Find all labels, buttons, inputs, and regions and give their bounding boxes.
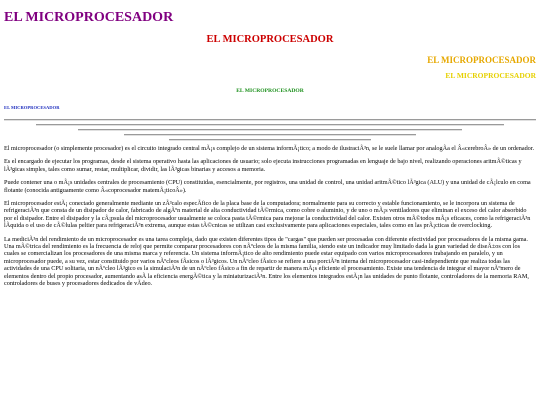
horizontal-rule: [78, 129, 461, 131]
heading-level-1: EL MICROPROCESADOR: [4, 10, 174, 25]
paragraph: Es el encargado de ejecutar los programas, desde el sistema operativo hasta las aplicaciones de usuario; solo ejecuta instrucciones programadas en lenguaje de bajo nivel, realizando operaciones aritmÃ©ticas y lÃ³gicas simples, tales como sumar, restar, multiplicar, dividir, las lÃ³gicas binarias y accesos a memoria.: [4, 158, 522, 173]
horizontal-rule: [4, 119, 536, 121]
body-text: [4, 145, 536, 288]
paragraph: El microprocesador estÃ¡ conectado generalmente mediante un zÃ³calo especÃfico de la placa base de la computadora; normalmente para su correcto y estable funcionamiento, se le incorpora un sistema de refrigeraciÃ³n que consta de un disipador de calor, fabricado de algÃºn material de alta conductividad tÃ©rmica, como cobre o aluminio, y de uno o mÃ¡s ventiladores que eliminan el exceso del calor absorbido por el disipador. Entre el disipador y la cÃ¡psula del microprocesador usualmente se coloca pasta tÃ©rmica para mejorar la conductividad del calor. Existen otros mÃ©todos mÃ¡s eficaces, como la refrigeraciÃ³n lÃquida o el uso de cÃ©lulas peltier para refrigeraciÃ³n extrema, aunque estas tÃ©cnicas se utilizan casi exclusivamente para aplicaciones especiales, tales como en las prÃ¡cticas de overclocking.: [4, 200, 531, 230]
heading-level-3: EL MICROPROCESADOR: [427, 55, 536, 65]
heading-level-5: EL MICROPROCESADOR: [236, 88, 304, 94]
paragraph: El microprocesador (o simplemente procesador) es el circuito integrado central mÃ¡s complejo de un sistema informÃ¡tico; a modo de ilustraciÃ³n, se le suele llamar por analogÃa el Â«cerebroÂ» de un ordenador.: [4, 145, 535, 152]
heading-level-4: EL MICROPROCESADOR: [445, 71, 536, 80]
heading-level-6: EL MICROPROCESADOR: [4, 105, 60, 110]
heading-level-2: EL MICROPROCESADOR: [206, 34, 334, 45]
paragraph: Puede contener una o mÃ¡s unidades centrales de procesamiento (CPU) constituidas, esencialmente, por registros, una unidad de control, una unidad aritmÃ©tico lÃ³gica (ALU) y una unidad de cÃ¡lculo en coma flotante (conocida antiguamente como Â«coprocesador matemÃ¡ticoÂ»).: [4, 179, 531, 194]
horizontal-rule: [169, 139, 371, 141]
paragraph: La mediciÃ³n del rendimiento de un microprocesador es una tarea compleja, dado que existen diferentes tipos de "cargas" que pueden ser procesadas con diferente efectividad por procesadores de la misma gama. Una mÃ©trica del rendimiento es la frecuencia de reloj que permite comparar procesadores con nÃºcleos de la misma familia, siendo este un indicador muy limitado dada la gran variedad de diseÃ±os con los cuales se comercializan los procesadores de una misma marca y referencia. Un sistema informÃ¡tico de alto rendimiento puede estar equipado con varios microprocesadores trabajando en paralelo, y un microprocesador puede, a su vez, estar constituido por varios nÃºcleos fÃsicos o lÃ³gicos. Un nÃºcleo fÃsico se refiere a una porciÃ³n interna del microprocesador casi-independiente que realiza todas las actividades de una CPU solitaria, un nÃºcleo lÃ³gico es la simulaciÃ³n de un nÃºcleo fÃsico a fin de repartir de manera mÃ¡s eficiente el procesamiento. Existe una tendencia de integrar el mayor nÃºmero de elementos dentro del propio procesador, aumentando asÃ la eficiencia energÃ©tica y la miniaturizaciÃ³n. Entre los elementos integrados estÃ¡n las unidades de punto flotante, controladores de la memoria RAM, controladores de buses y procesadores dedicados de vÃdeo.: [4, 235, 529, 288]
horizontal-rules: [4, 119, 536, 141]
horizontal-rule: [124, 134, 417, 136]
horizontal-rule: [36, 124, 504, 126]
